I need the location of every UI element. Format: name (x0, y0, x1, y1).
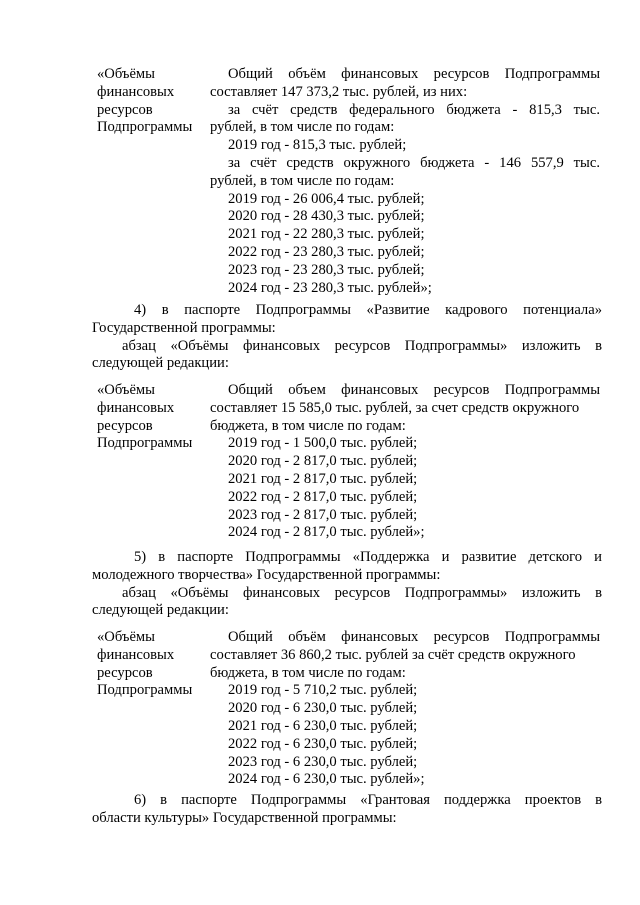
content-line: 2023 год - 6 230,0 тыс. рублей; (228, 753, 418, 770)
content-line: бюджета, в том числе по годам: (210, 664, 406, 681)
content-line: рублей, в том числе по годам: (210, 119, 395, 136)
paragraph-line: абзац «Объёмы финансовых ресурсов Подпрограммы» изложить в (122, 584, 602, 601)
content-line: 2019 год - 26 006,4 тыс. рублей; (228, 190, 425, 207)
paragraph-line: Государственной программы: (92, 319, 276, 336)
paragraph-5 (92, 549, 602, 620)
paragraph-line: молодежного творчества» Государственной программы: (92, 566, 441, 583)
content-line: рублей, в том числе по годам: (210, 172, 395, 189)
content-line: 2021 год - 2 817,0 тыс. рублей; (228, 470, 418, 487)
content-line: Общий объем финансовых ресурсов Подпрограммы (228, 382, 600, 398)
label-line: ресурсов (97, 417, 153, 434)
block-1-content (210, 66, 600, 297)
content-line: 2020 год - 28 430,3 тыс. рублей; (228, 208, 425, 225)
paragraph-4 (92, 302, 602, 373)
content-line: составляет 15 585,0 тыс. рублей, за счет средств окружного (210, 399, 580, 416)
content-line: 2022 год - 6 230,0 тыс. рублей; (228, 735, 418, 752)
block-2-label (97, 382, 207, 453)
label-line: Подпрограммы (97, 682, 193, 699)
paragraph-line: 6) в паспорте Подпрограммы «Грантовая поддержка проектов в (134, 792, 602, 808)
content-line: 2021 год - 6 230,0 тыс. рублей; (228, 717, 418, 734)
content-line: 2023 год - 23 280,3 тыс. рублей; (228, 261, 425, 278)
label-line: «Объёмы (97, 629, 155, 645)
label-line: финансовых (97, 646, 175, 663)
content-line: 2023 год - 2 817,0 тыс. рублей; (228, 506, 418, 523)
content-line: 2021 год - 22 280,3 тыс. рублей; (228, 226, 425, 243)
content-line: за счёт средств федерального бюджета - 815,3 тыс. (228, 101, 600, 118)
label-line: ресурсов (97, 664, 153, 681)
paragraph-line: 5) в паспорте Подпрограммы «Поддержка и развитие детского и (134, 549, 602, 565)
label-line: финансовых (97, 399, 175, 416)
content-line: 2022 год - 2 817,0 тыс. рублей; (228, 488, 418, 505)
content-line: 2022 год - 23 280,3 тыс. рублей; (228, 243, 425, 260)
block-3-label (97, 629, 207, 700)
paragraph-line: следующей редакции: (92, 355, 229, 372)
content-line: 2019 год - 5 710,2 тыс. рублей; (228, 682, 418, 699)
content-line: Общий объём финансовых ресурсов Подпрограммы (228, 66, 600, 82)
label-line: ресурсов (97, 101, 153, 118)
content-line: 2019 год - 815,3 тыс. рублей; (228, 137, 407, 154)
block-3-content (210, 629, 600, 789)
content-line: 2019 год - 1 500,0 тыс. рублей; (228, 435, 418, 452)
content-line: Общий объём финансовых ресурсов Подпрограммы (228, 629, 600, 645)
content-line: составляет 147 373,2 тыс. рублей, из них: (210, 83, 468, 100)
paragraph-line: области культуры» Государственной программы: (92, 809, 397, 826)
paragraph-line: абзац «Объёмы финансовых ресурсов Подпрограммы» изложить в (122, 337, 602, 354)
content-line: 2020 год - 2 817,0 тыс. рублей; (228, 453, 418, 470)
content-line: бюджета, в том числе по годам: (210, 417, 406, 434)
label-line: «Объёмы (97, 66, 155, 82)
content-line: 2024 год - 6 230,0 тыс. рублей»; (228, 771, 425, 788)
paragraph-6 (92, 792, 602, 828)
content-line: за счёт средств окружного бюджета - 146 557,9 тыс. (228, 154, 600, 171)
content-line: 2020 год - 6 230,0 тыс. рублей; (228, 700, 418, 717)
label-line: Подпрограммы (97, 435, 193, 452)
content-line: составляет 36 860,2 тыс. рублей за счёт средств окружного (210, 646, 576, 663)
paragraph-line: следующей редакции: (92, 602, 229, 619)
block-2-content (210, 382, 600, 542)
label-line: «Объёмы (97, 382, 155, 398)
content-line: 2024 год - 23 280,3 тыс. рублей»; (228, 279, 432, 296)
label-line: Подпрограммы (97, 119, 193, 136)
block-1-label (97, 66, 207, 137)
content-line: 2024 год - 2 817,0 тыс. рублей»; (228, 524, 425, 541)
paragraph-line: 4) в паспорте Подпрограммы «Развитие кадрового потенциала» (134, 302, 602, 318)
label-line: финансовых (97, 83, 175, 100)
